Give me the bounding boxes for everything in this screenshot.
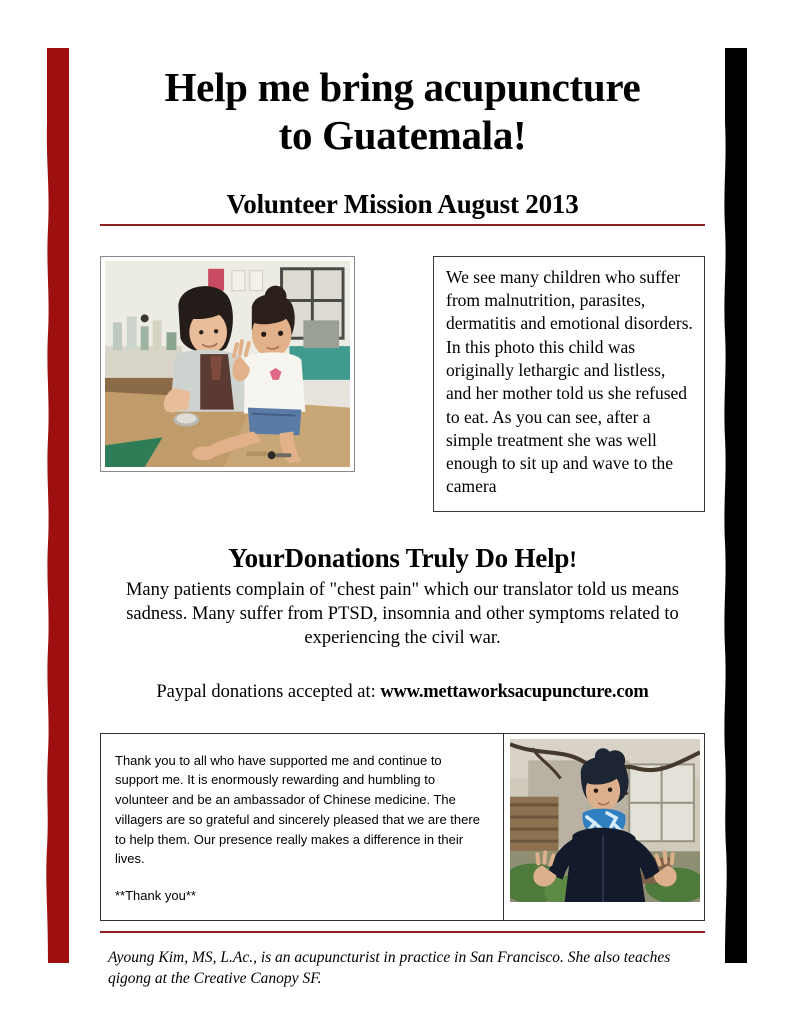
donations-heading [100,512,705,576]
page-subtitle: Volunteer Mission August 2013 [226,188,579,219]
red-wavy-stripe [45,48,71,963]
paypal-url-link[interactable]: www.mettaworksacupuncture.com [380,681,649,702]
treatment-photo [105,261,350,467]
photo-and-info-row [100,256,705,512]
thank-you-signoff: **Thank you** [115,888,196,904]
paypal-line [100,650,705,703]
thank-you-text-cell [101,734,504,920]
author-bio: Ayoung Kim, MS, L.Ac., is an acupuncturist in practice in San Francisco. She also teaches qigong at the Creative Canopy SF. [108,948,671,988]
page-title-line-1: Help me bring acupuncture [164,64,641,110]
thank-you-paragraph: Thank you to all who have supported me and continue to support me. It is enormously rewarding and humbling to volunteer and be an ambassador of Chinese medicine. The villagers are so grateful and sincerely pleased that we are there to help them. Our presence really makes a difference in their lives. [115,752,480,867]
qigong-photo-cell [504,734,704,920]
donations-heading-exclamation: ! [569,546,577,572]
children-info-box: We see many children who suffer from malnutrition, parasites, dermatitis and emotional disorders. In this photo this child was originally lethargic and listless, and her mother told us she refused to eat. As you can see, after a simple treatment she was well enough to sit up and wave to the camera [433,256,705,512]
donations-heading-text: YourDonations Truly Do Help [228,542,570,573]
paypal-label: Paypal donations accepted at: [156,681,376,702]
flyer-content [100,56,705,990]
black-wavy-stripe [722,48,748,963]
qigong-photo [510,739,700,902]
treatment-photo-frame [100,256,355,472]
page-title-line-2: to Guatemala! [278,111,527,158]
thank-you-table [100,733,705,921]
page-title [100,56,705,160]
donations-body: Many patients complain of "chest pain" which our translator told us means sadness. Many suffer from PTSD, insomnia and other symptoms related to experiencing the civil war. [125,579,680,648]
subtitle-divider [100,224,705,226]
